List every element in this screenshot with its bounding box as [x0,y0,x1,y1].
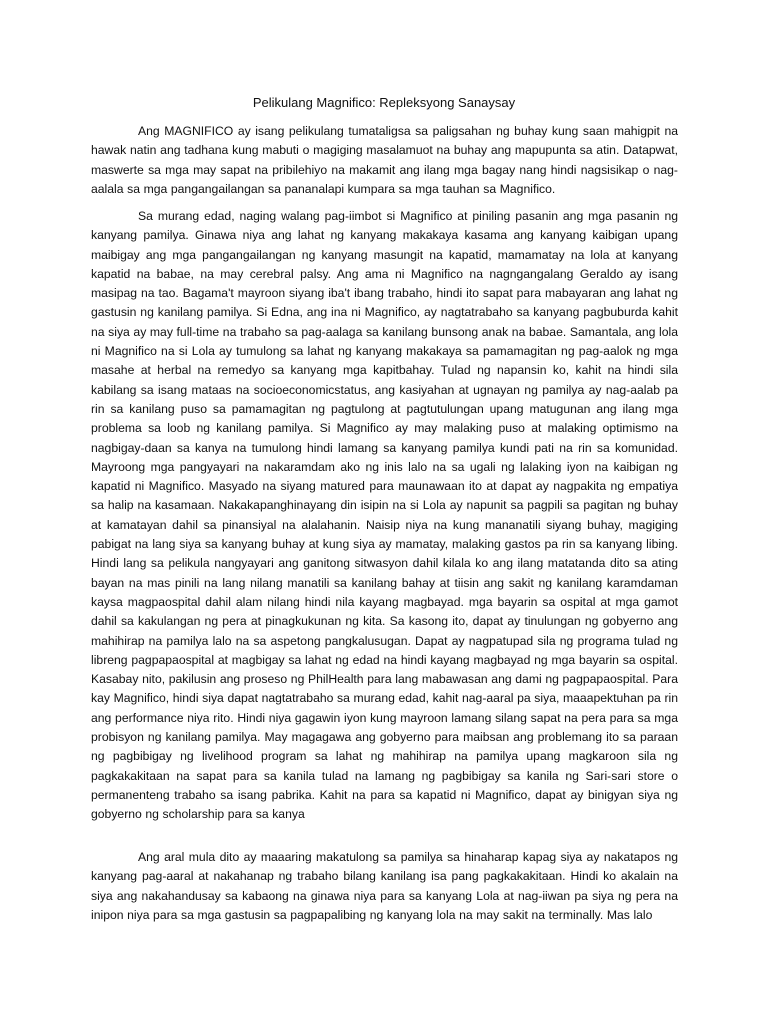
paragraph-2: Sa murang edad, naging walang pag-iimbot si Magnifico at piniling pasanin ang mga pasanin ng kanyang pamilya. Ginawa niya ang lahat ng kanyang makakaya kasama ang kanyang kaibigan upang maibigay ang mga pangangailangan ng kanyang masungit na kapatid, mamamatay na lola at kanyang kapatid na babae, na may cerebral palsy. Ang ama ni Magnifico na nagngangalang Geraldo ay isang masipag na tao. Bagama't mayroon siyang iba't ibang trabaho, hindi ito sapat para mabayaran ang lahat ng gastusin ng kanilang pamilya. Si Edna, ang ina ni Magnifico, ay nagtatrabaho sa kanyang pagbuburda kahit na siya ay may full-time na trabaho sa pag-aalaga sa kanilang bunsong anak na babae. Samantala, ang lola ni Magnifico na si Lola ay tumulong sa lahat ng kanyang makakaya sa pamamagitan ng pag-aalok ng mga masahe at herbal na remedyo sa kanyang mga kapitbahay. Tulad ng napansin ko, kahit na hindi sila kabilang sa isang mataas na socioeconomicstatus, ang kasiyahan at ugnayan ng pamilya ay nag-aalab pa rin sa kanilang puso sa pamamagitan ng pagtulong at pagtutulungan upang matugunan ang ilang mga problema sa loob ng kanilang pamilya. Si Magnifico ay may malaking puso at malaking optimismo na nagbigay-daan sa kanya na tumulong hindi lamang sa kanyang pamilya kundi pati na rin sa komunidad. Mayroong mga pangyayari na nakaramdam ako ng inis lalo na sa ugali ng lalaking iyon na kaibigan ng kapatid ni Magnifico. Masyado na siyang matured para maunawaan ito at dapat ay nagpakita ng empatiya sa halip na kasamaan. Nakakapanghinayang din isipin na si Lola ay napunit sa pagpili sa pagitan ng buhay at kamatayan dahil sa pinansiyal na alalahanin. Naisip niya na kung mananatili siyang buhay, magiging pabigat na lang siya sa kanyang buhay at kung siya ay mamatay, malaking gastos pa rin sa kanyang libing. Hindi lang sa pelikula nangyayari ang ganitong sitwasyon dahil kilala ko ang ilang matatanda dito sa ating bayan na mas pinili na lang nilang manatili sa kanilang bahay at tiisin ang sakit ng kanilang karamdaman kaysa magpaospital dahil alam nilang hindi nila kayang magbayad. mga bayarin sa ospital at mga gamot dahil sa kakulangan ng pera at pinagkukunan ng kita. Sa kasong ito, dapat ay tinulungan ng gobyerno ang mahihirap na pamilya lalo na sa aspetong pangkalusugan. Dapat ay nagpatupad sila ng programa tulad ng libreng pagpapaospital at magbigay sa lahat ng edad na hindi kayang magbayad ng mga bayarin sa ospital. Kasabay nito, pakilusin ang proseso ng PhilHealth para lang mabawasan ang dami ng pagpapaospital. Para kay Magnifico, hindi siya dapat nagtatrabaho sa murang edad, kahit nag-aaral pa siya, maaapektuhan pa rin ang performance niya rito. Hindi niya gagawin iyon kung mayroon lamang silang sapat na pera para sa mga probisyon ng kanilang pamilya. May magagawa ang gobyerno para maibsan ang problemang ito sa paraan ng pagbibigay ng livelihood program sa lahat ng mahihirap na pamilya upang magkaroon sila ng pagkakakitaan na sapat para sa kanila tulad na lamang ng pagbibigay sa kanila ng Sari-sari store o permanenteng trabaho sa isang pabrika. Kahit na para sa kapatid ni Magnifico, dapat ay binigyan siya ng gobyerno ng scholarship para sa kanya [91,209,678,822]
document-title: Pelikulang Magnifico: Repleksyong Sanaysay [252,95,516,110]
paragraph-1: Ang MAGNIFICO ay isang pelikulang tumataligsa sa paligsahan ng buhay kung saan mahigpit na hawak natin ang tadhana kung mabuti o magiging masalamuot na buhay ang mapupunta sa atin. Datapwat, maswerte sa mga may sapat na pribilehiyo na makamit ang ilang mga bagay nang hindi nagsisikap o nag-aalala sa mga pangangailangan sa pananalapi kumpara sa mga tauhan sa Magnifico. [91,124,678,196]
paragraph-3: Ang aral mula dito ay maaaring makatulong sa pamilya sa hinaharap kapag siya ay nakatapos ng kanyang pag-aaral at nakahanap ng trabaho bilang kanilang isa pang pagkakakitaan. Hindi ko akalain na siya ang nakahandusay sa kabaong na ginawa niya para sa kanyang Lola at nag-iiwan pa siya ng pera na inipon niya para sa mga gastusin sa pagpapalibing ng kanyang lola na may sakit na terminally. Mas lalo [91,850,678,922]
